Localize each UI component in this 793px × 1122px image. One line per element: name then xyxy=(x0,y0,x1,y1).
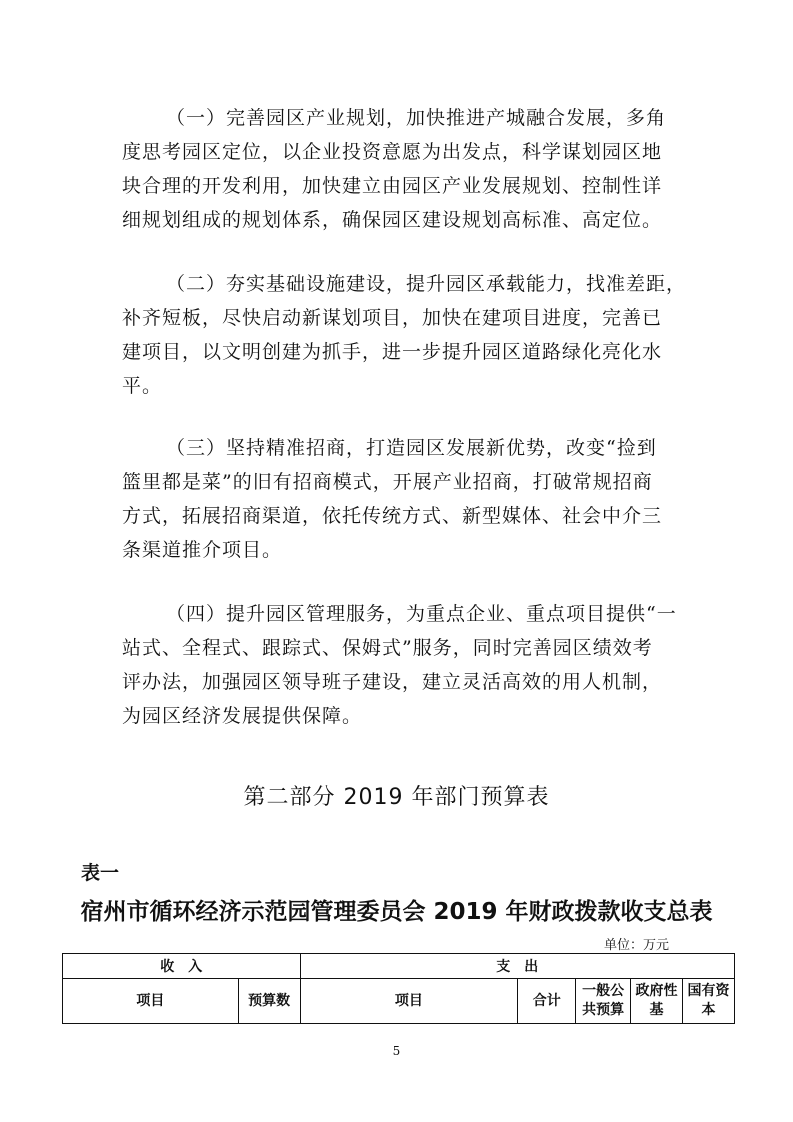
text-line: 块合理的开发利用，加快建立由园区产业发展规划、控制性详 xyxy=(122,175,663,197)
table-label: 表一 xyxy=(81,862,120,884)
table-title: 宿州市循环经济示范园管理委员会 2019 年财政拨款收支总表 xyxy=(80,899,713,925)
column-header: 项目 xyxy=(300,979,518,1024)
text-line: 建项目，以文明创建为抓手，进一步提升园区道路绿化亮化水 xyxy=(122,341,663,363)
page-number: 5 xyxy=(392,1044,401,1058)
column-header: 项目 xyxy=(63,979,239,1024)
paragraph-2 xyxy=(122,267,687,403)
column-header: 预算数 xyxy=(238,979,300,1024)
column-header: 合计 xyxy=(518,979,576,1024)
table-header-row xyxy=(63,954,735,979)
part-heading: 第二部分 2019 年部门预算表 xyxy=(243,785,550,810)
text-line: 站式、全程式、跟踪式、保姆式”服务，同时完善园区绩效考 xyxy=(122,637,653,659)
column-header: 国有资本 xyxy=(683,979,735,1024)
text-line: 篮里都是菜”的旧有招商模式，开展产业招商，打破常规招商 xyxy=(122,471,653,493)
text-line: 度思考园区定位，以企业投资意愿为出发点，科学谋划园区地 xyxy=(122,141,663,163)
paragraph-3 xyxy=(122,431,682,567)
unit-label: 单位：万元 xyxy=(604,938,670,953)
text-line: （三）坚持精准招商，打造园区发展新优势，改变“捡到 xyxy=(166,437,657,459)
table-column-row xyxy=(63,979,735,1024)
column-header: 一般公共预算 xyxy=(576,979,631,1024)
text-line: 为园区经济发展提供保障。 xyxy=(122,705,363,727)
expense-header: 支 出 xyxy=(300,954,734,979)
text-line: （一）完善园区产业规划，加快推进产城融合发展，多角 xyxy=(166,107,667,129)
text-line: （二）夯实基础设施建设，提升园区承载能力，找准差距， xyxy=(166,273,687,295)
paragraph-4 xyxy=(122,597,682,733)
text-line: 评办法，加强园区领导班子建设，建立灵活高效的用人机制， xyxy=(122,671,663,693)
text-line: 条渠道推介项目。 xyxy=(122,539,283,561)
paragraph-1 xyxy=(122,101,682,237)
budget-summary-table xyxy=(62,953,735,1024)
text-line: 补齐短板，尽快启动新谋划项目，加快在建项目进度，完善已 xyxy=(122,307,663,329)
column-header: 政府性基 xyxy=(631,979,683,1024)
text-line: 方式，拓展招商渠道，依托传统方式、新型媒体、社会中介三 xyxy=(122,505,663,527)
text-line: （四）提升园区管理服务，为重点企业、重点项目提供“一 xyxy=(166,603,677,625)
text-line: 平。 xyxy=(122,375,163,397)
text-line: 细规划组成的规划体系，确保园区建设规划高标准、高定位。 xyxy=(122,209,663,231)
income-header: 收 入 xyxy=(63,954,301,979)
